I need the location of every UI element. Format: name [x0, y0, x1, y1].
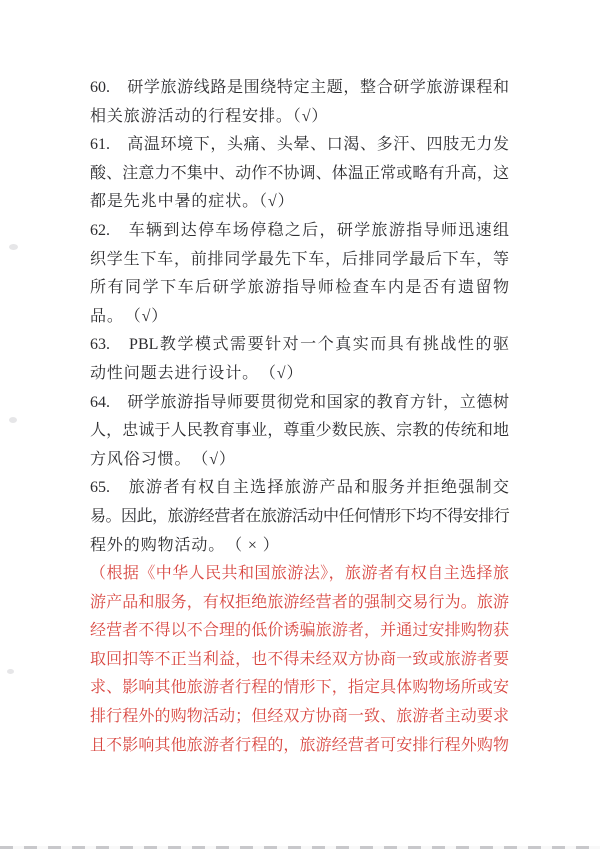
question-text-block [90, 74, 509, 760]
question-65-line-3: 程外的购物活动。 （ × ） [90, 536, 280, 554]
scan-artifact [9, 417, 17, 423]
question-62-line-1: 62. 车辆到达停车场停稳之后，研学旅游指导师迅速组 [90, 221, 509, 239]
question-60-line-1: 60. 研学旅游线路是围绕特定主题，整合研学旅游课程和 [90, 79, 509, 96]
answer-note-line-7: 且不影响其他旅游者行程的，旅游经营者可安排行程外购物 [90, 736, 509, 754]
question-63-line-1: 63. PBL教学模式需要针对一个真实而具有挑战性的驱 [90, 336, 509, 354]
answer-note-line-2: 游产品和服务，有权拒绝旅游经营者的强制交易行为。旅游 [90, 593, 509, 611]
question-64-line-1: 64. 研学旅游指导师要贯彻党和国家的教育方针，立德树 [90, 393, 509, 411]
answer-note-line-4: 取回扣等不正当利益，也不得未经双方协商一致或旅游者要 [90, 650, 509, 668]
scan-artifact [9, 244, 18, 250]
scan-artifact [7, 669, 14, 674]
question-60-line-2: 相关旅游活动的行程安排。（√） [90, 107, 329, 125]
question-61-line-3: 都是先兆中暑的症状。（√） [90, 193, 295, 211]
answer-note-line-6: 排行程外的购物活动；但经双方协商一致、旅游者主动要求 [90, 708, 509, 726]
question-65-line-1: 65. 旅游者有权自主选择旅游产品和服务并拒绝强制交 [90, 479, 509, 497]
question-61-line-2: 酸、注意力不集中、动作不协调、体温正常或略有升高，这 [90, 164, 509, 182]
question-65-line-2: 易。因此，旅游经营者在旅游活动中任何情形下均不得安排行 [90, 507, 509, 525]
question-64-line-2: 人，忠诚于人民教育事业，尊重少数民族、宗教的传统和地 [90, 422, 509, 440]
question-62-line-3: 所有同学下车后研学旅游指导师检查车内是否有遗留物 [90, 279, 509, 297]
question-62-line-4: 品。 （√） [90, 307, 169, 325]
question-61-line-1: 61. 高温环境下，头痛、头晕、口渴、多汗、四肢无力发 [90, 136, 509, 154]
question-64-line-3: 方风俗习惯。 （√） [90, 450, 236, 468]
question-63-line-2: 动性问题去进行设计。 （√） [90, 364, 304, 382]
question-62-line-2: 织学生下车，前排同学最先下车，后排同学最后下车，等 [90, 250, 509, 268]
answer-note-line-1: （根据《中华人民共和国旅游法》，旅游者有权自主选择旅 [90, 565, 509, 583]
answer-note-line-5: 求、影响其他旅游者行程的情形下，指定具体购物场所或安 [90, 679, 509, 697]
answer-note-line-3: 经营者不得以不合理的低价诱骗旅游者，并通过安排购物获 [90, 622, 509, 640]
